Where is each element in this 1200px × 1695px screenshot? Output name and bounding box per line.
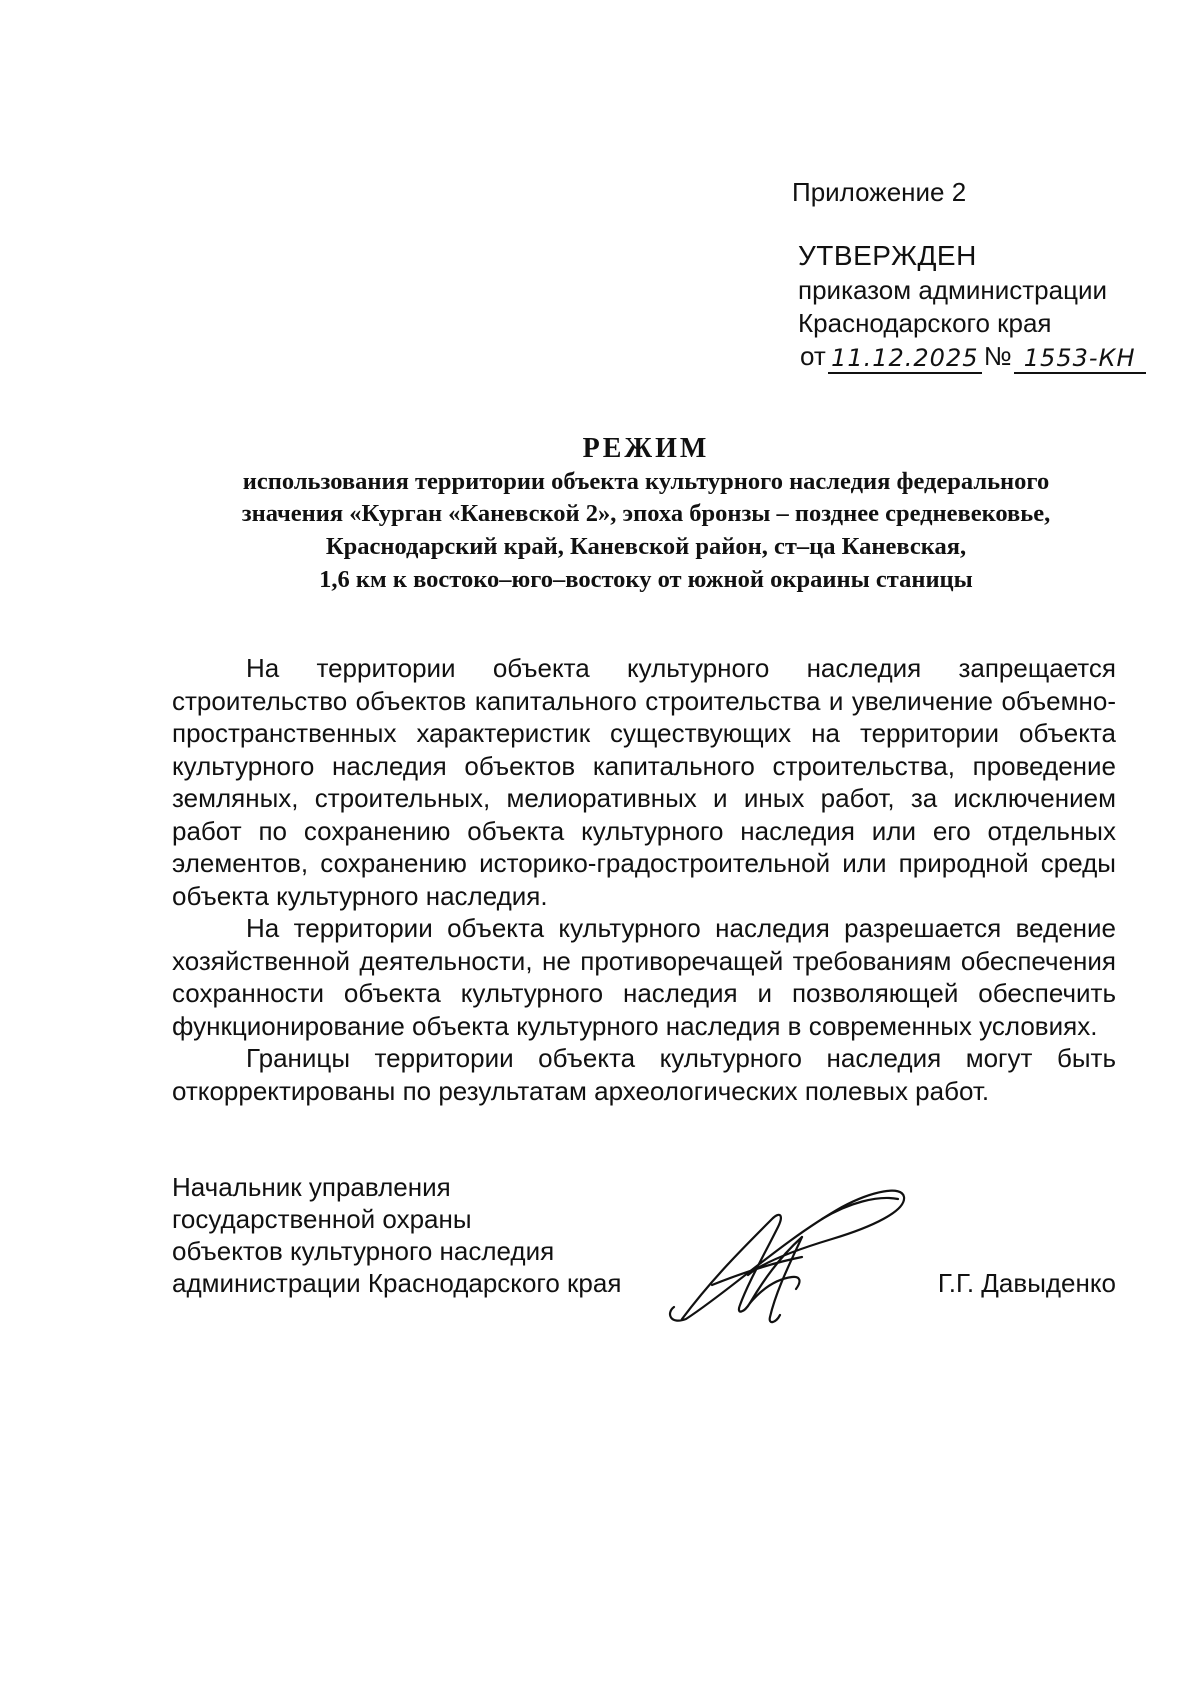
handwritten-number: 1553-КН [1014, 346, 1146, 373]
date-prefix: от [800, 341, 826, 372]
handwritten-date: 11.12.2025 [828, 346, 982, 373]
document-title [0, 432, 1200, 597]
body-paragraph: На территории объекта культурного наследия запрещается строительство объектов капитального строительства и увеличение объемно-пространственных характеристик существующих на территории объекта культурного наследия объектов капитального строительства, проведение земляных, строительных, мелиоративных и иных работ, за исключением работ по сохранению объекта культурного наследия или его отдельных элементов, сохранению историко-градостроительной или природной среды объекта культурного наследия. [172, 653, 1116, 911]
approved-label: УТВЕРЖДЕН [798, 240, 977, 271]
signer-position-line: объектов культурного наследия [172, 1236, 555, 1266]
document-body [172, 652, 1116, 1107]
annex-label: Приложение 2 [792, 177, 967, 207]
body-paragraph: Границы территории объекта культурного наследия могут быть откорректированы по результатам археологических полевых работ. [172, 1043, 1116, 1106]
body-paragraph: На территории объекта культурного наследия разрешается ведение хозяйственной деятельности, не противоречащей требованиям обеспечения сохранности объекта культурного наследия и позволяющей обеспечить функционирование объекта культурного наследия в современных условиях. [172, 913, 1116, 1041]
signer-position-line: администрации Краснодарского края [172, 1268, 622, 1298]
signer-name: Г.Г. Давыденко [937, 1268, 1116, 1298]
title-subtitle-line: значения «Курган «Каневской 2», эпоха бронзы – позднее средневековье, [241, 500, 1051, 528]
approval-line-1: приказом администрации [798, 274, 1108, 305]
signer-position [172, 1171, 621, 1299]
signer-position-line: Начальник управления [172, 1172, 451, 1202]
signer-position-line: государственной охраны [172, 1204, 472, 1234]
number-prefix: № [983, 341, 1012, 372]
approval-stamp [798, 238, 1146, 374]
signature-block [172, 1171, 1116, 1371]
title-subtitle-line: Краснодарский край, Каневской район, ст–ца Каневская, [325, 533, 967, 561]
approval-line-2: Краснодарского края [798, 308, 1052, 339]
handwritten-signature [652, 1179, 912, 1329]
title-subtitle-line: использования территории объекта культурного наследия федерального [242, 467, 1050, 495]
approval-date-line [798, 340, 1146, 373]
title-heading: РЕЖИМ [582, 433, 710, 464]
title-subtitle-line: 1,6 км к востоко–юго–востоку от южной окраины станицы [319, 566, 973, 594]
